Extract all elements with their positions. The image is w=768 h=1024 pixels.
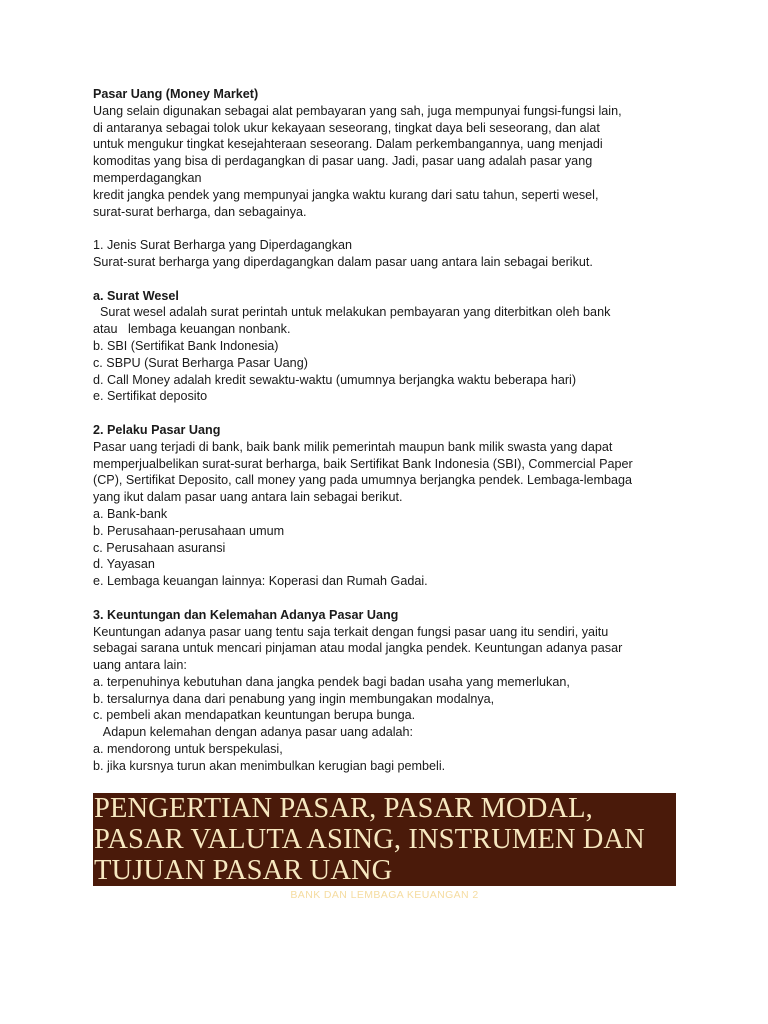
section-heading: 2. Pelaku Pasar Uang — [93, 422, 221, 437]
paragraph-line: Surat-surat berharga yang diperdagangkan dalam pasar uang antara lain sebagai berikut. — [93, 254, 593, 269]
paragraph-line: kredit jangka pendek yang mempunyai jangka waktu kurang dari satu tahun, seperti wesel, — [93, 187, 599, 202]
paragraph-line: di antaranya sebagai tolok ukur kekayaan seseorang, tingkat daya beli seseorang, dan alat — [93, 120, 600, 135]
section-heading: a. Surat Wesel — [93, 288, 179, 303]
paragraph-line: c. SBPU (Surat Berharga Pasar Uang) — [93, 355, 308, 370]
paragraph-line: b. jika kursnya turun akan menimbulkan kerugian bagi pembeli. — [93, 758, 446, 773]
paragraph-line: a. Bank-bank — [93, 506, 168, 521]
paragraph-line: uang antara lain: — [93, 658, 187, 673]
paragraph-line: b. Perusahaan-perusahaan umum — [93, 523, 285, 538]
blank-line — [93, 590, 683, 607]
paragraph-line: Keuntungan adanya pasar uang tentu saja terkait dengan fungsi pasar uang itu sendiri, yaitu — [93, 624, 609, 639]
paragraph-line: untuk mengukur tingkat kesejahteraan seseorang. Dalam perkembangannya, uang menjadi — [93, 137, 603, 152]
paragraph-line: memperdagangkan — [93, 170, 202, 185]
paragraph-line: 1. Jenis Surat Berharga yang Diperdagangkan — [93, 238, 353, 253]
paragraph-line: c. Perusahaan asuransi — [93, 540, 226, 555]
banner-title-line-1: PENGERTIAN PASAR, PASAR MODAL, — [94, 793, 593, 824]
paragraph-line: yang ikut dalam pasar uang antara lain sebagai berikut. — [93, 490, 403, 505]
paragraph-line: d. Yayasan — [93, 557, 155, 572]
document-body — [93, 86, 683, 775]
paragraph-line: sebagai sarana untuk mencari pinjaman atau modal jangka pendek. Keuntungan adanya pasar — [93, 641, 623, 656]
paragraph-line: atau lembaga keuangan nonbank. — [93, 322, 291, 337]
paragraph-line: komoditas yang bisa di perdagangkan di pasar uang. Jadi, pasar uang adalah pasar yang — [93, 154, 593, 169]
section-heading: Pasar Uang (Money Market) — [93, 87, 259, 101]
title-banner — [93, 793, 676, 886]
paragraph-line: Adapun kelemahan dengan adanya pasar uang adalah: — [93, 725, 414, 740]
paragraph-line: e. Sertifikat deposito — [93, 389, 208, 404]
banner-subtitle: BANK DAN LEMBAGA KEUANGAN 2 — [290, 889, 479, 901]
paragraph-line: c. pembeli akan mendapatkan keuntungan berupa bunga. — [93, 708, 416, 723]
paragraph-line: Surat wesel adalah surat perintah untuk melakukan pembayaran yang diterbitkan oleh bank — [93, 305, 611, 320]
blank-line — [93, 220, 683, 237]
paragraph-line: Uang selain digunakan sebagai alat pembayaran yang sah, juga mempunyai fungsi-fungsi lain, — [93, 103, 622, 118]
paragraph-line: (CP), Sertifikat Deposito, call money yang pada umumnya berjangka pendek. Lembaga-lembaga — [93, 473, 633, 488]
section-heading: 3. Keuntungan dan Kelemahan Adanya Pasar Uang — [93, 607, 399, 622]
paragraph-line: memperjualbelikan surat-surat berharga, baik Sertifikat Bank Indonesia (SBI), Commercial Paper — [93, 456, 633, 471]
paragraph-line: b. SBI (Sertifikat Bank Indonesia) — [93, 338, 279, 353]
paragraph-line: surat-surat berharga, dan sebagainya. — [93, 204, 307, 219]
banner-title-line-2: PASAR VALUTA ASING, INSTRUMEN DAN — [94, 824, 645, 855]
banner-title-line-3: TUJUAN PASAR UANG — [94, 855, 393, 886]
paragraph-line: b. tersalurnya dana dari penabung yang ingin membungakan modalnya, — [93, 691, 495, 706]
paragraph-line: e. Lembaga keuangan lainnya: Koperasi dan Rumah Gadai. — [93, 574, 428, 589]
paragraph-line: d. Call Money adalah kredit sewaktu-waktu (umumnya berjangka waktu beberapa hari) — [93, 372, 577, 387]
paragraph-line: Pasar uang terjadi di bank, baik bank milik pemerintah maupun bank milik swasta yang dapat — [93, 439, 613, 454]
paragraph-line: a. terpenuhinya kebutuhan dana jangka pendek bagi badan usaha yang memerlukan, — [93, 674, 570, 689]
blank-line — [93, 405, 683, 422]
paragraph-line: a. mendorong untuk berspekulasi, — [93, 742, 283, 757]
blank-line — [93, 271, 683, 288]
